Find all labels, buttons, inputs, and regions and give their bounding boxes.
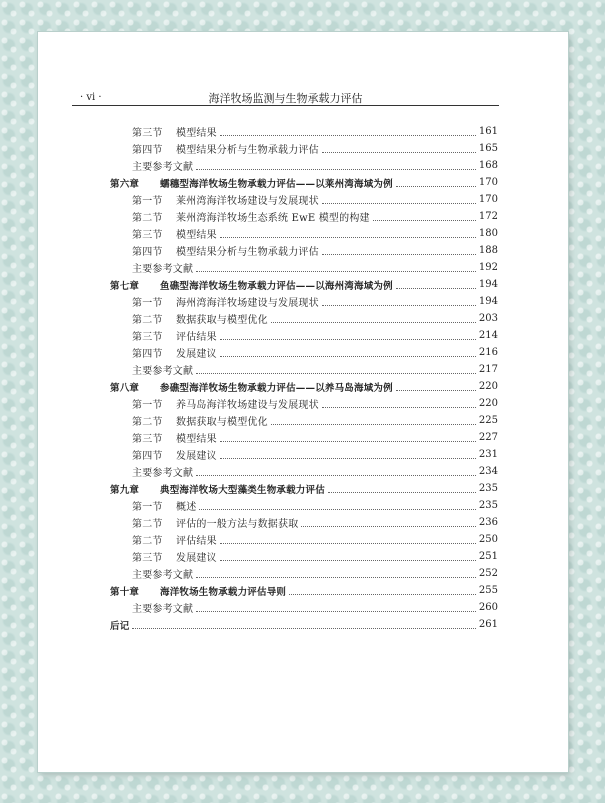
dot-leader [220, 440, 476, 442]
toc-entry-number: 第二节 [132, 519, 163, 530]
toc-page-number: 217 [478, 364, 498, 375]
toc-entry-number: 第三节 [132, 434, 163, 445]
toc-entry-label [132, 413, 268, 428]
toc-page-number: 231 [478, 449, 498, 460]
toc-entry-number: 第七章 [110, 280, 140, 292]
toc-entry-number: 第一节 [132, 502, 163, 513]
toc-entry-title: 莱州湾海洋牧场建设与发展现状 [176, 196, 319, 207]
toc-section-entry[interactable] [110, 327, 498, 344]
dot-leader [196, 270, 476, 272]
toc-entry-title: 蠕穗型海洋牧场生物承载力评估——以莱州湾海域为例 [160, 178, 393, 190]
running-header [72, 65, 499, 106]
dot-leader [132, 627, 476, 629]
dot-leader [220, 457, 476, 459]
toc-entry-title: 主要参考文献 [132, 604, 194, 615]
toc-section-entry[interactable] [110, 208, 498, 225]
dot-leader [301, 525, 476, 527]
toc-entry-label [110, 584, 286, 598]
dot-leader [220, 338, 476, 340]
toc-page-number: 220 [478, 381, 498, 392]
toc-entry-label [132, 192, 319, 207]
toc-entry-title: 主要参考文献 [132, 264, 194, 275]
dot-leader [322, 202, 476, 204]
toc-entry-label [132, 515, 298, 530]
toc-chapter-entry[interactable] [110, 582, 498, 599]
toc-section-entry[interactable] [110, 497, 498, 514]
dot-leader [196, 610, 476, 612]
toc-entry-label [132, 209, 370, 224]
dot-leader [220, 559, 476, 561]
toc-page-number: 255 [478, 585, 498, 596]
toc-entry-label [110, 618, 129, 632]
dot-leader [396, 287, 476, 289]
toc-entry-number: 第三节 [132, 553, 163, 564]
toc-entry-title: 海州湾海洋牧场建设与发展现状 [176, 298, 319, 309]
toc-entry-number: 第八章 [110, 382, 140, 394]
toc-entry-label [132, 362, 193, 377]
toc-section-entry[interactable] [110, 565, 498, 582]
toc-chapter-entry[interactable] [110, 480, 498, 497]
dot-leader [373, 219, 476, 221]
toc-entry-label [132, 226, 217, 241]
toc-entry-number: 第一节 [132, 400, 163, 411]
dot-leader [196, 474, 476, 476]
running-title: 海洋牧场监测与生物承载力评估 [208, 92, 363, 105]
dot-leader [196, 576, 476, 578]
toc-entry-number: 第二节 [132, 536, 163, 547]
toc-chapter-entry[interactable] [110, 616, 498, 633]
dot-leader [199, 508, 476, 510]
toc-entry-label [132, 464, 193, 479]
toc-entry-title: 模型结果 [176, 434, 217, 445]
toc-entry-label [132, 260, 193, 275]
dot-leader [322, 151, 476, 153]
dot-leader [396, 389, 476, 391]
toc-section-entry[interactable] [110, 344, 498, 361]
toc-entry-title: 主要参考文献 [132, 570, 194, 581]
toc-section-entry[interactable] [110, 310, 498, 327]
toc-entry-number: 第三节 [132, 332, 163, 343]
toc-entry-title: 莱州湾海洋牧场生态系统 EwE 模型的构建 [176, 213, 370, 224]
dot-leader [271, 321, 476, 323]
toc-entry-title: 主要参考文献 [132, 366, 194, 377]
toc-section-entry[interactable] [110, 548, 498, 565]
toc-entry-label [132, 158, 193, 173]
toc-page-number: 235 [478, 500, 498, 511]
toc-entry-number: 第九章 [110, 484, 140, 496]
toc-entry-label [132, 600, 193, 615]
dot-leader [322, 406, 476, 408]
toc-page-number: 216 [478, 347, 498, 358]
toc-entry-label [110, 278, 393, 292]
toc-entry-title: 参礁型海洋牧场生物承载力评估——以养马岛海域为例 [160, 382, 393, 394]
toc-entry-label [132, 311, 268, 326]
toc-entry-number: 第二节 [132, 417, 163, 428]
toc-entry-label [132, 447, 217, 462]
toc-entry-number: 第十章 [110, 586, 140, 598]
toc-section-entry[interactable] [110, 293, 498, 310]
toc-section-entry[interactable] [110, 514, 498, 531]
toc-entry-number: 第三节 [132, 128, 163, 139]
dot-leader [322, 304, 476, 306]
toc-section-entry[interactable] [110, 225, 498, 242]
toc-entry-label [132, 498, 196, 513]
toc-entry-label [110, 482, 325, 496]
toc-page-number: 251 [478, 551, 498, 562]
toc-section-entry[interactable] [110, 140, 498, 157]
toc-entry-title: 鱼礁型海洋牧场生物承载力评估——以海州湾海域为例 [160, 280, 393, 292]
toc-page-number: 180 [478, 228, 498, 239]
toc-entry-label [110, 380, 393, 394]
toc-entry-title: 数据获取与模型优化 [176, 417, 268, 428]
toc-entry-label [110, 176, 393, 190]
toc-page-number: 170 [478, 177, 498, 188]
toc-entry-title: 评估结果 [176, 536, 217, 547]
dot-leader [289, 593, 476, 595]
toc-page-number: 227 [478, 432, 498, 443]
page-number-label: · vi · [80, 92, 102, 103]
toc-entry-title: 发展建议 [176, 451, 217, 462]
toc-page-number: 234 [478, 466, 498, 477]
toc-page-number: 194 [478, 296, 498, 307]
toc-chapter-entry[interactable] [110, 276, 498, 293]
toc-entry-number: 第四节 [132, 145, 163, 156]
dot-leader [271, 423, 476, 425]
toc-page-number: 220 [478, 398, 498, 409]
toc-page-number: 214 [478, 330, 498, 341]
toc-entry-label [132, 328, 217, 343]
toc-page-number: 188 [478, 245, 498, 256]
toc-chapter-entry[interactable] [110, 174, 498, 191]
toc-page-number: 261 [478, 619, 498, 630]
toc-entry-number: 第一节 [132, 298, 163, 309]
toc-entry-title: 主要参考文献 [132, 468, 194, 479]
toc-section-entry[interactable] [110, 259, 498, 276]
toc-entry-title: 概述 [176, 502, 197, 513]
toc-entry-title: 后记 [110, 620, 130, 632]
toc-entry-number: 第六章 [110, 178, 140, 190]
toc-entry-label [132, 294, 319, 309]
toc-page-number: 236 [478, 517, 498, 528]
toc-section-entry[interactable] [110, 395, 498, 412]
toc-section-entry[interactable] [110, 412, 498, 429]
toc-section-entry[interactable] [110, 446, 498, 463]
toc-entry-number: 第四节 [132, 451, 163, 462]
toc-entry-label [132, 396, 319, 411]
toc-section-entry[interactable] [110, 429, 498, 446]
toc-page-number: 260 [478, 602, 498, 613]
toc-entry-title: 模型结果分析与生物承载力评估 [176, 247, 319, 258]
toc-entry-title: 发展建议 [176, 553, 217, 564]
toc-page-number: 165 [478, 143, 498, 154]
toc-page-number: 192 [478, 262, 498, 273]
toc-entry-title: 养马岛海洋牧场建设与发展现状 [176, 400, 319, 411]
toc-entry-number: 第一节 [132, 196, 163, 207]
toc-entry-label [132, 566, 193, 581]
toc-entry-label [132, 532, 217, 547]
dot-leader [196, 372, 476, 374]
toc-page-number: 172 [478, 211, 498, 222]
toc-section-entry[interactable] [110, 157, 498, 174]
toc-section-entry[interactable] [110, 361, 498, 378]
toc-section-entry[interactable] [110, 123, 498, 140]
toc-section-entry[interactable] [110, 463, 498, 480]
table-of-contents [110, 123, 498, 633]
toc-page-number: 235 [478, 483, 498, 494]
dot-leader [396, 185, 476, 187]
toc-section-entry[interactable] [110, 531, 498, 548]
toc-entry-label [132, 345, 217, 360]
dot-leader [220, 134, 476, 136]
dot-leader [220, 236, 476, 238]
toc-entry-label [132, 549, 217, 564]
toc-section-entry[interactable] [110, 191, 498, 208]
toc-page-number: 252 [478, 568, 498, 579]
toc-entry-title: 数据获取与模型优化 [176, 315, 268, 326]
toc-entry-number: 第二节 [132, 213, 163, 224]
toc-page-number: 203 [478, 313, 498, 324]
toc-section-entry[interactable] [110, 599, 498, 616]
toc-entry-title: 主要参考文献 [132, 162, 194, 173]
toc-entry-title: 模型结果 [176, 230, 217, 241]
toc-entry-title: 海洋牧场生物承载力评估导则 [160, 586, 287, 598]
toc-entry-number: 第四节 [132, 247, 163, 258]
toc-entry-title: 典型海洋牧场大型藻类生物承载力评估 [160, 484, 325, 496]
dot-leader [328, 491, 476, 493]
toc-entry-label [132, 141, 319, 156]
toc-page-number: 170 [478, 194, 498, 205]
toc-entry-title: 评估的一般方法与数据获取 [176, 519, 299, 530]
toc-entry-label [132, 430, 217, 445]
toc-entry-label [132, 124, 217, 139]
toc-page-number: 168 [478, 160, 498, 171]
dot-leader [196, 168, 476, 170]
toc-page-number: 194 [478, 279, 498, 290]
dot-leader [220, 542, 476, 544]
toc-entry-title: 模型结果 [176, 128, 217, 139]
toc-entry-title: 模型结果分析与生物承载力评估 [176, 145, 319, 156]
toc-entry-number: 第三节 [132, 230, 163, 241]
toc-page-number: 250 [478, 534, 498, 545]
toc-page-number: 225 [478, 415, 498, 426]
toc-entry-title: 评估结果 [176, 332, 217, 343]
dot-leader [220, 355, 476, 357]
dot-leader [322, 253, 476, 255]
toc-page-number: 161 [478, 126, 498, 137]
toc-entry-title: 发展建议 [176, 349, 217, 360]
toc-section-entry[interactable] [110, 242, 498, 259]
toc-entry-label [132, 243, 319, 258]
toc-chapter-entry[interactable] [110, 378, 498, 395]
toc-entry-number: 第四节 [132, 349, 163, 360]
toc-entry-number: 第二节 [132, 315, 163, 326]
